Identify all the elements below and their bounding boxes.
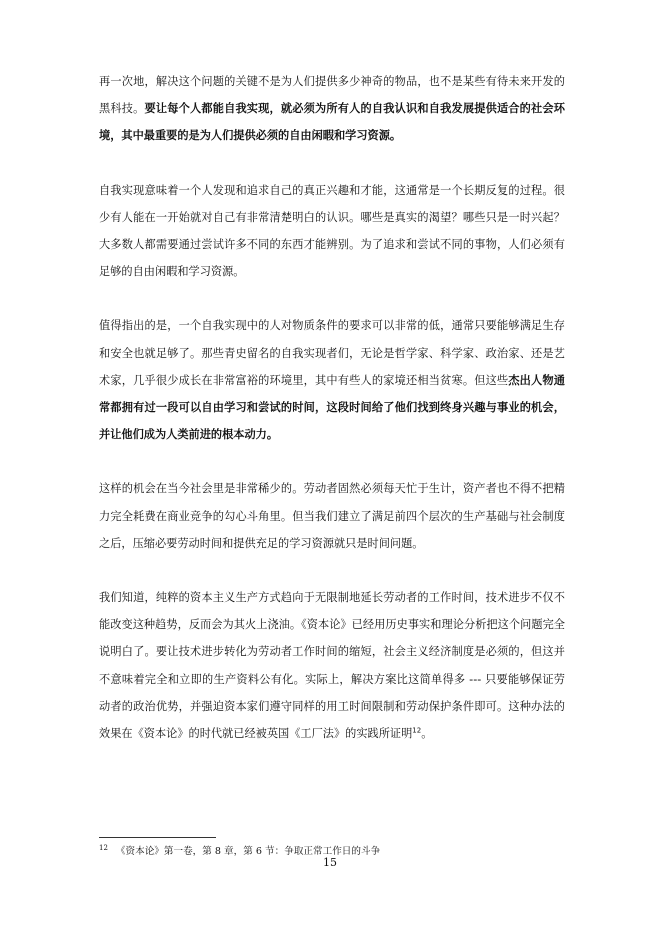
paragraph xyxy=(99,312,565,448)
paragraph xyxy=(99,475,565,557)
footnote-number: 12 xyxy=(99,844,108,852)
body-text: 。 xyxy=(421,727,433,741)
bold-text: 杰出人物通常都拥有过一段可以自由学习和尝试的时间，这段时间给了他们找到终身兴趣与事业的机会，并让他们成为人类前进的根本动力。 xyxy=(99,373,565,442)
document-body xyxy=(99,68,565,774)
body-text: 值得指出的是，一个自我实现中的人对物质条件的要求可以非常的低，通常只要能够满足生存和安全也就足够了。那些青史留名的自我实现者们，无论是哲学家、科学家、政治家、还是艺术家，几乎很少成长在非常富裕的环境里，其中有些人的家境还相当贫寒。但这些 xyxy=(99,319,565,387)
footnote-text: 《资本论》第一卷，第 8 章，第 6 节：争取正常工作日的斗争 xyxy=(115,846,381,858)
footnote-divider xyxy=(99,837,216,838)
body-text: 自我实现意味着一个人发现和追求自己的真正兴趣和才能，这通常是一个长期反复的过程。很少有人能在一开始就对自己有非常清楚明白的认识。哪些是真实的渴望？哪些只是一时兴起？大多数人都需要通过尝试许多不同的东西才能辨别。为了追求和尝试不同的事物，人们必须有足够的自由闲暇和学习资源。 xyxy=(99,183,565,279)
paragraph xyxy=(99,584,565,747)
body-text: 再一次地，解决这个问题的关键不是为人们提供多少神奇的物品，也不是某些有待未来开发的黑科技。 xyxy=(99,75,565,116)
body-text: 我们知道，纯粹的资本主义生产方式趋向于无限制地延长劳动者的工作时间，技术进步不仅不能改变这种趋势，反而会为其火上浇油。《资本论》已经用历史事实和理论分析把这个问题完全说明白了。要让技术进步转化为劳动者工作时间的缩短，社会主义经济制度是必须的，但这并不意味着完全和立即的生产资料公有化。实际上，解决方案比这简单得多 --- 只要能够保证劳动者的政治优势，并强迫资本家们遵守同样的用工时间限制和劳动保护条件即可。这种办法的效果在《资本论》的时代就已经被英国《工厂法》的实践所证明 xyxy=(99,591,565,741)
footnote-reference: 12 xyxy=(412,726,422,735)
body-text: 这样的机会在当今社会里是非常稀少的。劳动者固然必须每天忙于生计，资产者也不得不把精力完全耗费在商业竞争的勾心斗角里。但当我们建立了满足前四个层次的生产基础与社会制度之后，压缩必要劳动时间和提供充足的学习资源就只是时间问题。 xyxy=(99,482,565,550)
bold-text: 要让每个人都能自我实现，就必须为所有人的自我认识和自我发展提供适合的社会环境，其中最重要的是为人们提供必须的自由闲暇和学习资源。 xyxy=(99,102,565,143)
paragraph xyxy=(99,177,565,286)
paragraph xyxy=(99,68,565,150)
page-number: 15 xyxy=(323,856,337,869)
